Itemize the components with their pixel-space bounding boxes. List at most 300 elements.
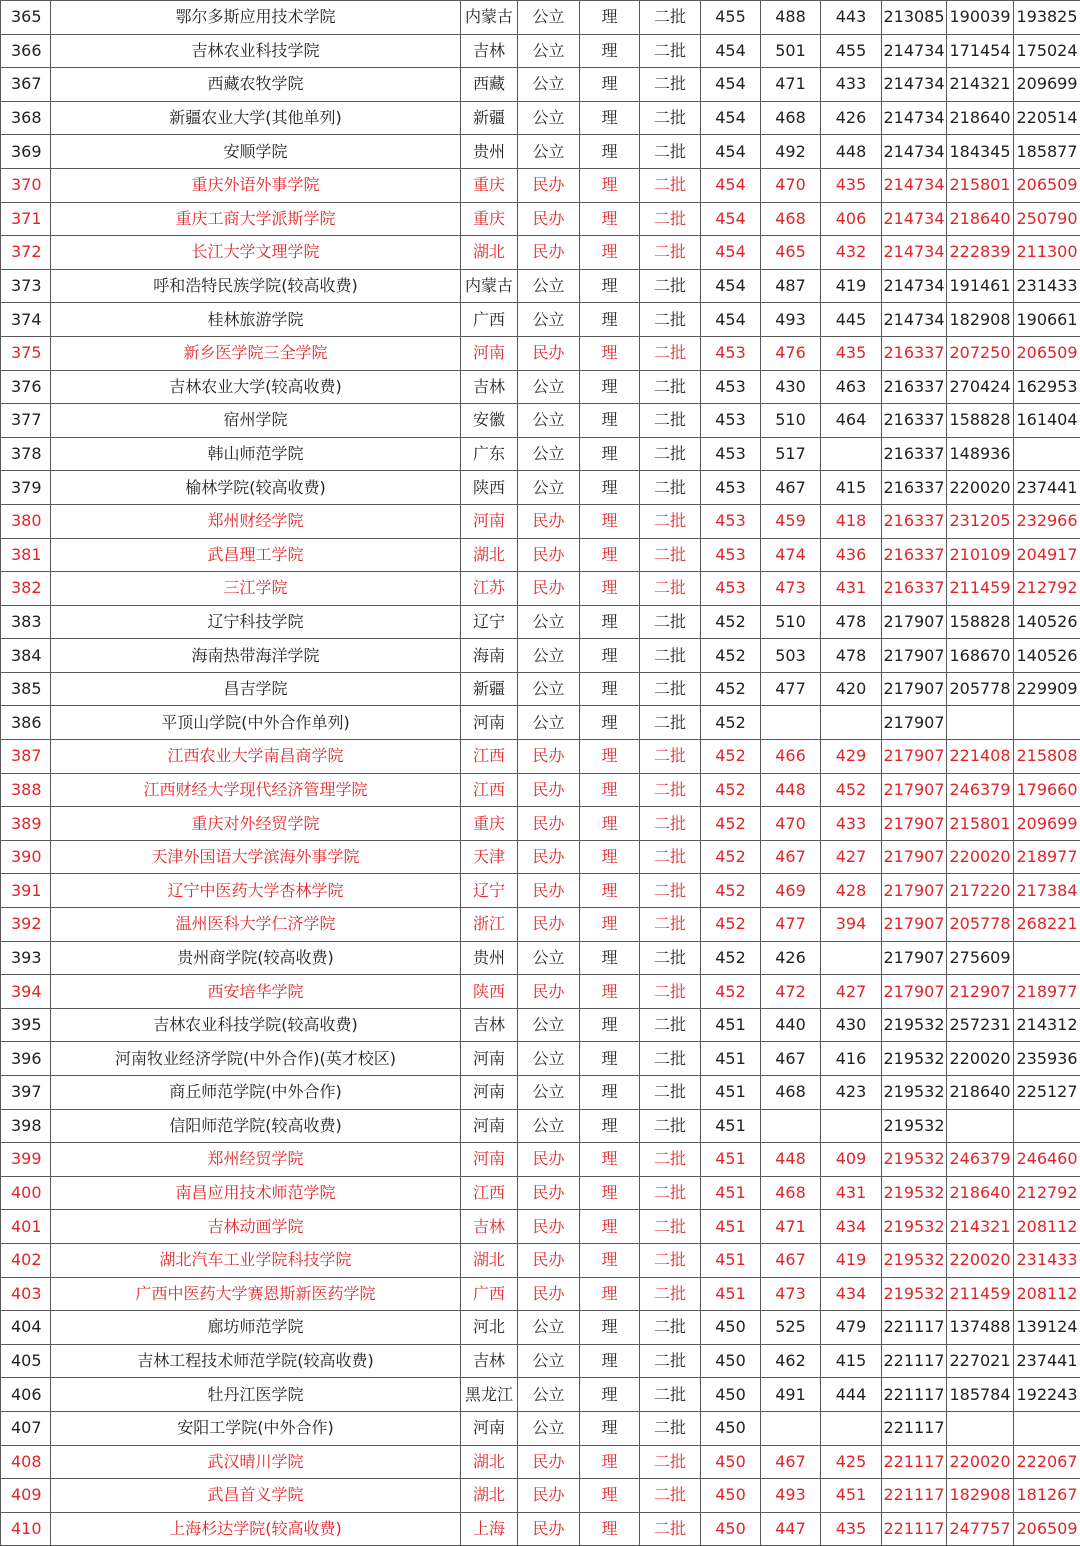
school-name-cell: 昌吉学院 (51, 672, 461, 706)
rank-position-cell: 211459 (947, 1277, 1014, 1311)
rank-cell: 402 (1, 1243, 51, 1277)
score-cell: 453 (701, 538, 761, 572)
score-cell: 451 (701, 1277, 761, 1311)
rank-cell: 400 (1, 1176, 51, 1210)
rank-cell: 388 (1, 773, 51, 807)
table-row (1, 437, 1080, 471)
school-type-cell: 民办 (518, 504, 580, 538)
table-row (1, 269, 1080, 303)
province-cell: 广西 (461, 1277, 518, 1311)
subject-cell: 理 (580, 168, 640, 202)
score-cell: 434 (821, 1210, 882, 1244)
table-row (1, 639, 1080, 673)
score-cell: 467 (761, 1445, 821, 1479)
score-cell: 452 (701, 908, 761, 942)
score-cell: 432 (821, 236, 882, 270)
school-type-cell: 公立 (518, 1008, 580, 1042)
rank-position-cell: 137488 (947, 1311, 1014, 1345)
score-cell: 459 (761, 504, 821, 538)
score-cell: 466 (761, 740, 821, 774)
table-row (1, 1143, 1080, 1177)
rank-cell: 373 (1, 269, 51, 303)
rank-position-cell: 211459 (947, 572, 1014, 606)
rank-position-cell: 216337 (882, 572, 947, 606)
rank-position-cell: 212792 (1014, 572, 1080, 606)
rank-position-cell: 229909 (1014, 672, 1080, 706)
score-cell: 453 (701, 370, 761, 404)
score-cell: 416 (821, 1042, 882, 1076)
score-cell: 452 (701, 672, 761, 706)
batch-cell: 二批 (640, 303, 701, 337)
rank-position-cell: 212792 (1014, 1176, 1080, 1210)
rank-position-cell (1014, 1411, 1080, 1445)
rank-position-cell: 162953 (1014, 370, 1080, 404)
rank-position-cell: 206509 (1014, 168, 1080, 202)
school-type-cell: 公立 (518, 34, 580, 68)
rank-position-cell: 214734 (882, 68, 947, 102)
batch-cell: 二批 (640, 1344, 701, 1378)
rank-position-cell: 179660 (1014, 773, 1080, 807)
rank-position-cell: 268221 (1014, 908, 1080, 942)
rank-position-cell: 270424 (947, 370, 1014, 404)
province-cell: 河南 (461, 1143, 518, 1177)
school-type-cell: 民办 (518, 1176, 580, 1210)
score-cell: 450 (701, 1378, 761, 1412)
rank-position-cell: 184345 (947, 135, 1014, 169)
score-cell: 487 (761, 269, 821, 303)
score-cell (761, 706, 821, 740)
score-cell: 517 (761, 437, 821, 471)
subject-cell: 理 (580, 807, 640, 841)
rank-position-cell: 217907 (882, 773, 947, 807)
rank-position-cell: 217907 (882, 706, 947, 740)
table-row (1, 168, 1080, 202)
subject-cell: 理 (580, 1210, 640, 1244)
rank-cell: 384 (1, 639, 51, 673)
table-row (1, 471, 1080, 505)
score-cell: 452 (701, 706, 761, 740)
table-row (1, 807, 1080, 841)
rank-cell: 405 (1, 1344, 51, 1378)
school-type-cell: 民办 (518, 807, 580, 841)
rank-position-cell: 250790 (1014, 202, 1080, 236)
rank-position-cell: 231433 (1014, 1243, 1080, 1277)
score-cell: 444 (821, 1378, 882, 1412)
subject-cell: 理 (580, 941, 640, 975)
school-name-cell: 三江学院 (51, 572, 461, 606)
rank-cell: 390 (1, 840, 51, 874)
subject-cell: 理 (580, 1076, 640, 1110)
province-cell: 河南 (461, 1109, 518, 1143)
rank-position-cell: 247757 (947, 1512, 1014, 1546)
rank-position-cell: 221117 (882, 1411, 947, 1445)
school-name-cell: 吉林动画学院 (51, 1210, 461, 1244)
score-cell: 478 (821, 639, 882, 673)
score-cell: 406 (821, 202, 882, 236)
score-cell: 431 (821, 1176, 882, 1210)
score-cell: 492 (761, 135, 821, 169)
score-cell: 452 (701, 740, 761, 774)
rank-position-cell: 216337 (882, 504, 947, 538)
province-cell: 河南 (461, 1411, 518, 1445)
school-type-cell: 民办 (518, 202, 580, 236)
rank-cell: 365 (1, 1, 51, 35)
score-cell: 429 (821, 740, 882, 774)
score-cell: 510 (761, 404, 821, 438)
score-cell: 468 (761, 1176, 821, 1210)
rank-position-cell: 221117 (882, 1479, 947, 1513)
rank-cell: 386 (1, 706, 51, 740)
province-cell: 吉林 (461, 1210, 518, 1244)
school-name-cell: 吉林农业大学(较高收费) (51, 370, 461, 404)
rank-position-cell: 193825 (1014, 1, 1080, 35)
rank-position-cell: 219532 (882, 1143, 947, 1177)
batch-cell: 二批 (640, 874, 701, 908)
province-cell: 湖北 (461, 1243, 518, 1277)
rank-position-cell: 181267 (1014, 1479, 1080, 1513)
school-type-cell: 公立 (518, 605, 580, 639)
subject-cell: 理 (580, 1109, 640, 1143)
subject-cell: 理 (580, 404, 640, 438)
rank-position-cell: 192243 (1014, 1378, 1080, 1412)
table-row (1, 1109, 1080, 1143)
school-name-cell: 河南牧业经济学院(中外合作)(英才校区) (51, 1042, 461, 1076)
rank-cell: 395 (1, 1008, 51, 1042)
subject-cell: 理 (580, 370, 640, 404)
score-cell: 477 (761, 908, 821, 942)
province-cell: 江苏 (461, 572, 518, 606)
province-cell: 江西 (461, 1176, 518, 1210)
school-type-cell: 公立 (518, 639, 580, 673)
score-cell: 473 (761, 572, 821, 606)
school-type-cell: 公立 (518, 706, 580, 740)
rank-position-cell: 190661 (1014, 303, 1080, 337)
school-name-cell: 安顺学院 (51, 135, 461, 169)
rank-position-cell: 216337 (882, 538, 947, 572)
subject-cell: 理 (580, 572, 640, 606)
rank-position-cell: 218640 (947, 101, 1014, 135)
school-type-cell: 民办 (518, 874, 580, 908)
rank-position-cell: 208112 (1014, 1277, 1080, 1311)
school-name-cell: 广西中医药大学赛恩斯新医药学院 (51, 1277, 461, 1311)
school-name-cell: 鄂尔多斯应用技术学院 (51, 1, 461, 35)
school-type-cell: 民办 (518, 538, 580, 572)
rank-position-cell: 185784 (947, 1378, 1014, 1412)
score-cell: 454 (701, 34, 761, 68)
rank-position-cell: 206509 (1014, 336, 1080, 370)
score-cell: 454 (701, 68, 761, 102)
province-cell: 吉林 (461, 1008, 518, 1042)
school-type-cell: 民办 (518, 975, 580, 1009)
batch-cell: 二批 (640, 370, 701, 404)
province-cell: 贵州 (461, 941, 518, 975)
rank-position-cell: 217907 (882, 975, 947, 1009)
school-name-cell: 温州医科大学仁济学院 (51, 908, 461, 942)
rank-cell: 407 (1, 1411, 51, 1445)
score-cell: 454 (701, 202, 761, 236)
school-type-cell: 公立 (518, 135, 580, 169)
table-row (1, 1344, 1080, 1378)
subject-cell: 理 (580, 773, 640, 807)
score-cell: 455 (821, 34, 882, 68)
school-name-cell: 西藏农牧学院 (51, 68, 461, 102)
rank-position-cell: 158828 (947, 605, 1014, 639)
rank-position-cell: 220020 (947, 840, 1014, 874)
score-cell: 468 (761, 202, 821, 236)
score-cell: 493 (761, 303, 821, 337)
school-name-cell: 西安培华学院 (51, 975, 461, 1009)
rank-cell: 368 (1, 101, 51, 135)
batch-cell: 二批 (640, 538, 701, 572)
rank-position-cell: 231205 (947, 504, 1014, 538)
rank-position-cell: 191461 (947, 269, 1014, 303)
subject-cell: 理 (580, 1176, 640, 1210)
batch-cell: 二批 (640, 1378, 701, 1412)
subject-cell: 理 (580, 605, 640, 639)
rank-position-cell: 212907 (947, 975, 1014, 1009)
subject-cell: 理 (580, 1479, 640, 1513)
score-cell: 415 (821, 471, 882, 505)
rank-position-cell: 182908 (947, 303, 1014, 337)
rank-position-cell: 205778 (947, 908, 1014, 942)
table-row (1, 404, 1080, 438)
table-row (1, 336, 1080, 370)
score-cell: 468 (761, 1076, 821, 1110)
rank-position-cell: 216337 (882, 471, 947, 505)
batch-cell: 二批 (640, 1512, 701, 1546)
table-row (1, 202, 1080, 236)
score-cell: 436 (821, 538, 882, 572)
score-cell: 467 (761, 840, 821, 874)
score-cell (821, 1109, 882, 1143)
score-cell: 427 (821, 975, 882, 1009)
school-type-cell: 民办 (518, 740, 580, 774)
rank-position-cell: 214734 (882, 168, 947, 202)
rank-position-cell: 222067 (1014, 1445, 1080, 1479)
school-name-cell: 海南热带海洋学院 (51, 639, 461, 673)
rank-position-cell: 214321 (947, 1210, 1014, 1244)
school-type-cell: 民办 (518, 236, 580, 270)
batch-cell: 二批 (640, 236, 701, 270)
score-cell: 454 (701, 135, 761, 169)
score-cell (821, 941, 882, 975)
rank-position-cell: 214734 (882, 135, 947, 169)
batch-cell: 二批 (640, 135, 701, 169)
rank-cell: 379 (1, 471, 51, 505)
score-cell: 453 (701, 336, 761, 370)
batch-cell: 二批 (640, 605, 701, 639)
rank-position-cell (947, 706, 1014, 740)
rank-position-cell: 185877 (1014, 135, 1080, 169)
rank-position-cell: 215801 (947, 807, 1014, 841)
rank-cell: 371 (1, 202, 51, 236)
rank-cell: 389 (1, 807, 51, 841)
score-cell: 426 (761, 941, 821, 975)
school-name-cell: 吉林农业科技学院 (51, 34, 461, 68)
rank-cell: 410 (1, 1512, 51, 1546)
table-row (1, 303, 1080, 337)
school-name-cell: 湖北汽车工业学院科技学院 (51, 1243, 461, 1277)
rank-position-cell: 168670 (947, 639, 1014, 673)
province-cell: 湖北 (461, 538, 518, 572)
rank-position-cell: 219532 (882, 1243, 947, 1277)
batch-cell: 二批 (640, 672, 701, 706)
table-row (1, 101, 1080, 135)
table-row (1, 1210, 1080, 1244)
subject-cell: 理 (580, 1378, 640, 1412)
school-type-cell: 公立 (518, 269, 580, 303)
score-cell: 454 (701, 303, 761, 337)
rank-position-cell: 218640 (947, 1176, 1014, 1210)
rank-position-cell: 218977 (1014, 975, 1080, 1009)
rank-position-cell: 213085 (882, 1, 947, 35)
rank-cell: 399 (1, 1143, 51, 1177)
score-cell: 452 (701, 975, 761, 1009)
batch-cell: 二批 (640, 807, 701, 841)
province-cell: 广西 (461, 303, 518, 337)
table-row (1, 1512, 1080, 1546)
batch-cell: 二批 (640, 437, 701, 471)
score-cell: 455 (701, 1, 761, 35)
batch-cell: 二批 (640, 1008, 701, 1042)
batch-cell: 二批 (640, 34, 701, 68)
score-cell: 493 (761, 1479, 821, 1513)
school-type-cell: 公立 (518, 404, 580, 438)
province-cell: 湖北 (461, 1445, 518, 1479)
table-row (1, 538, 1080, 572)
rank-position-cell: 216337 (882, 336, 947, 370)
batch-cell: 二批 (640, 1243, 701, 1277)
score-cell: 445 (821, 303, 882, 337)
school-type-cell: 公立 (518, 1, 580, 35)
score-cell: 452 (821, 773, 882, 807)
rank-cell: 409 (1, 1479, 51, 1513)
subject-cell: 理 (580, 840, 640, 874)
rank-cell: 397 (1, 1076, 51, 1110)
table-row (1, 773, 1080, 807)
rank-position-cell: 175024 (1014, 34, 1080, 68)
rank-position-cell: 219532 (882, 1176, 947, 1210)
province-cell: 辽宁 (461, 874, 518, 908)
province-cell: 重庆 (461, 202, 518, 236)
batch-cell: 二批 (640, 1076, 701, 1110)
score-cell: 427 (821, 840, 882, 874)
score-cell: 472 (761, 975, 821, 1009)
rank-position-cell: 246379 (947, 773, 1014, 807)
province-cell: 湖北 (461, 1479, 518, 1513)
batch-cell: 二批 (640, 1411, 701, 1445)
score-cell: 431 (821, 572, 882, 606)
province-cell: 广东 (461, 437, 518, 471)
rank-cell: 381 (1, 538, 51, 572)
score-cell: 415 (821, 1344, 882, 1378)
rank-position-cell: 215801 (947, 168, 1014, 202)
batch-cell: 二批 (640, 1277, 701, 1311)
batch-cell: 二批 (640, 1109, 701, 1143)
rank-position-cell: 214734 (882, 34, 947, 68)
school-type-cell: 民办 (518, 1243, 580, 1277)
rank-position-cell: 206509 (1014, 1512, 1080, 1546)
score-cell: 451 (701, 1210, 761, 1244)
subject-cell: 理 (580, 1512, 640, 1546)
rank-position-cell: 214734 (882, 269, 947, 303)
score-cell: 467 (761, 471, 821, 505)
subject-cell: 理 (580, 303, 640, 337)
province-cell: 新疆 (461, 672, 518, 706)
school-name-cell: 商丘师范学院(中外合作) (51, 1076, 461, 1110)
rank-position-cell: 158828 (947, 404, 1014, 438)
score-cell: 451 (701, 1076, 761, 1110)
table-row (1, 740, 1080, 774)
school-type-cell: 公立 (518, 1311, 580, 1345)
score-cell: 394 (821, 908, 882, 942)
batch-cell: 二批 (640, 68, 701, 102)
batch-cell: 二批 (640, 504, 701, 538)
batch-cell: 二批 (640, 168, 701, 202)
batch-cell: 二批 (640, 1, 701, 35)
rank-position-cell: 221117 (882, 1445, 947, 1479)
school-type-cell: 民办 (518, 1210, 580, 1244)
rank-cell: 406 (1, 1378, 51, 1412)
score-cell: 477 (761, 672, 821, 706)
rank-cell: 376 (1, 370, 51, 404)
rank-position-cell: 210109 (947, 538, 1014, 572)
score-cell: 451 (701, 1109, 761, 1143)
batch-cell: 二批 (640, 1176, 701, 1210)
province-cell: 河南 (461, 706, 518, 740)
rank-cell: 391 (1, 874, 51, 908)
score-cell: 433 (821, 68, 882, 102)
table-row (1, 941, 1080, 975)
score-cell: 471 (761, 1210, 821, 1244)
score-cell: 501 (761, 34, 821, 68)
school-type-cell: 民办 (518, 1277, 580, 1311)
province-cell: 吉林 (461, 1344, 518, 1378)
rank-position-cell: 220514 (1014, 101, 1080, 135)
rank-position-cell: 217907 (882, 807, 947, 841)
rank-position-cell: 227021 (947, 1344, 1014, 1378)
rank-position-cell: 209699 (1014, 807, 1080, 841)
subject-cell: 理 (580, 471, 640, 505)
rank-cell: 398 (1, 1109, 51, 1143)
school-type-cell: 公立 (518, 672, 580, 706)
rank-position-cell: 209699 (1014, 68, 1080, 102)
score-cell: 452 (701, 773, 761, 807)
school-name-cell: 牡丹江医学院 (51, 1378, 461, 1412)
rank-position-cell: 221117 (882, 1344, 947, 1378)
table-row (1, 34, 1080, 68)
score-cell: 467 (761, 1042, 821, 1076)
score-cell: 433 (821, 807, 882, 841)
batch-cell: 二批 (640, 908, 701, 942)
batch-cell: 二批 (640, 572, 701, 606)
school-type-cell: 公立 (518, 303, 580, 337)
rank-position-cell: 216337 (882, 437, 947, 471)
subject-cell: 理 (580, 101, 640, 135)
table-row (1, 1445, 1080, 1479)
school-type-cell: 民办 (518, 572, 580, 606)
rank-position-cell: 139124 (1014, 1311, 1080, 1345)
score-cell: 452 (701, 840, 761, 874)
rank-position-cell: 221117 (882, 1378, 947, 1412)
table-body (1, 1, 1080, 1546)
subject-cell: 理 (580, 908, 640, 942)
province-cell: 河北 (461, 1311, 518, 1345)
batch-cell: 二批 (640, 941, 701, 975)
school-name-cell: 武汉晴川学院 (51, 1445, 461, 1479)
score-cell: 453 (701, 437, 761, 471)
rank-cell: 382 (1, 572, 51, 606)
